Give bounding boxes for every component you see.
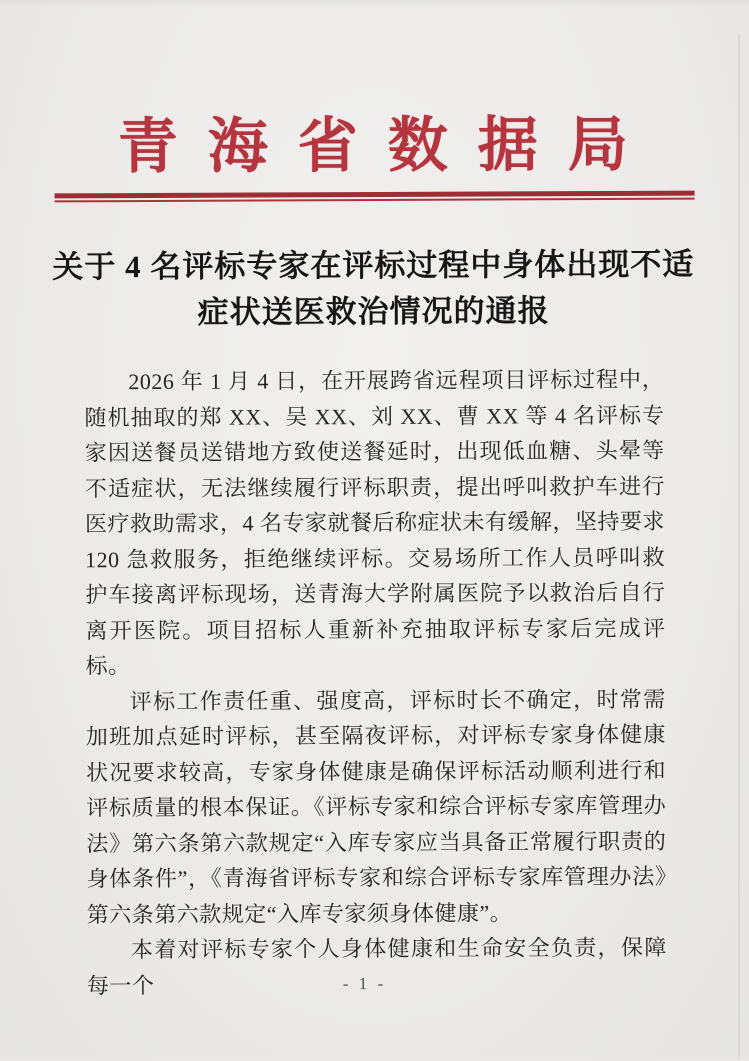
page-number: - 1 - [342,973,387,994]
letterhead-divider [55,191,695,203]
document-title [39,242,708,337]
body-paragraph-2: 评标工作责任重、强度高，评标时长不确定，时常需加班加点延时评标，甚至隔夜评标，对评标专家身体健康状况要求较高，专家身体健康是确保评标活动顺利进行和评标质量的根本保证。《评标专家和综合评标专家库管理办法》第六条第六款规定“入库专家应当具备正常履行职责的身体条件”，《青海省评标专家和综合评标专家库管理办法》第六条第六款规定“入库专家须身体健康”。 [85,686,667,927]
document-body [84,362,667,1004]
document-title-line1: 关于 4 名评标专家在评标过程中身体出现不适 [52,246,695,285]
divider-thin-line [55,198,695,203]
agency-name: 青海省数据局 [117,111,658,181]
body-paragraph-3: 本着对评标专家个人身体健康和生命安全负责，保障每一个 [86,934,667,998]
document-title-line2: 症状送医救治情况的通报 [197,293,550,330]
agency-letterhead [0,96,747,185]
body-paragraph-1: 2026 年 1 月 4 日，在开展跨省远程项目评标过程中，随机抽取的郑 XX、吴 XX、刘 XX、曹 XX 等 4 名评标专家因送餐员送错地方致使送餐延时，出现低血糖、头晕等不适症状，无法继续履行评标职责，提出呼叫救护车进行医疗救助需求，4 名专家就餐后称症状未有缓解，坚持要求 120 急救服务，拒绝继续评标。交易场所工作人员呼叫救护车接离评标现场，送青海大学附属医院予以救治后自行离开医院。项目招标人重新补充抽取评标专家后完成评标。 [84,366,666,679]
